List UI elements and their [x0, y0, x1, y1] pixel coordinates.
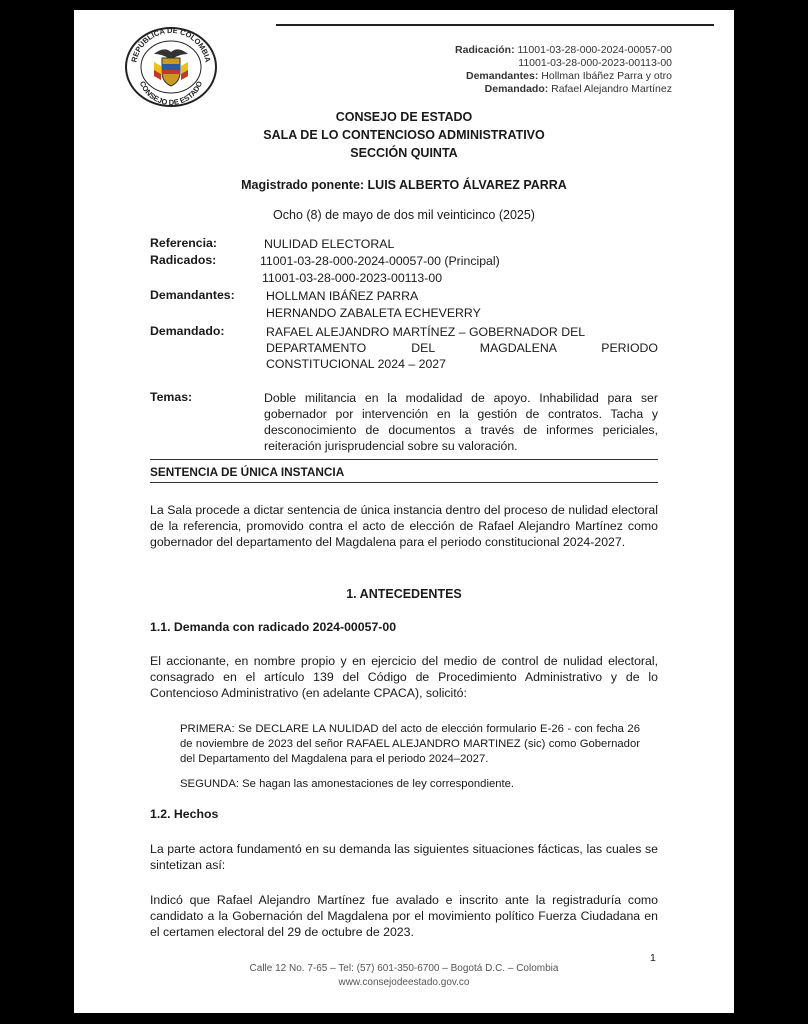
divider-top — [150, 459, 658, 460]
court-name: CONSEJO DE ESTADO — [335, 110, 473, 124]
demandantes-label: Demandantes: — [150, 288, 235, 302]
demandantes-2: HERNANDO ZABALETA ECHEVERRY — [266, 306, 481, 320]
subsection-hechos: 1.2. Hechos — [150, 807, 219, 821]
demandado-3: CONSTITUCIONAL 2024 – 2027 — [266, 357, 446, 371]
radicacion-label: Radicación: — [455, 44, 515, 56]
page-number: 1 — [650, 952, 656, 964]
demandado-1: RAFAEL ALEJANDRO MARTÍNEZ – GOBERNADOR DEL — [266, 325, 586, 339]
footer-website[interactable]: www.consejodeestado.gov.co — [338, 977, 470, 988]
intro-paragraph: La Sala procede a dictar sentencia de única instancia dentro del proceso de nulidad electoral de la referencia, promovido contra el acto de elección de Rafael Alejandro Martínez como gobernador del departamento del Magdalena para el periodo constitucional 2024-2027. — [150, 503, 658, 549]
section-name: SECCIÓN QUINTA — [350, 146, 458, 160]
svg-text:CONSEJO DE ESTADO: CONSEJO DE ESTADO — [137, 79, 205, 108]
footer-address: Calle 12 No. 7-65 – Tel: (57) 601-350-6700 – Bogotá D.C. – Colombia — [249, 963, 559, 974]
demandantes-1: HOLLMAN IBÁÑEZ PARRA — [266, 289, 419, 303]
accionante-paragraph: El accionante, en nombre propio y en ejercicio del medio de control de nulidad electoral, consagrado en el artículo 139 del Código de Procedimiento Administrativo y de lo Contencioso Administrativo (en adelante CPACA), solicitó: — [150, 654, 658, 700]
referencia-value: NULIDAD ELECTORAL — [264, 237, 395, 251]
demandado-label: Demandado: — [150, 324, 225, 338]
svg-text:REPÚBLICA DE COLOMBIA: REPÚBLICA DE COLOMBIA — [129, 26, 213, 64]
demandado-header-value: Rafael Alejandro Martínez — [551, 83, 672, 95]
temas-label: Temas: — [150, 390, 193, 404]
radicacion-2: 11001-03-28-000-2023-00113-00 — [518, 57, 672, 69]
decision-date: Ocho (8) de mayo de dos mil veinticinco (2025) — [273, 208, 535, 222]
radicados-label: Radicados: — [150, 253, 217, 267]
demandantes-header-value: Hollman Ibáñez Parra y otro — [541, 70, 672, 82]
radicacion-1: 11001-03-28-000-2024-00057-00 — [517, 44, 672, 56]
referencia-label: Referencia: — [150, 236, 217, 250]
demandado-header-label: Demandado: — [484, 83, 549, 95]
subsection-demanda: 1.1. Demanda con radicado 2024-00057-00 — [150, 620, 397, 634]
quote-segunda: SEGUNDA: Se hagan las amonestaciones de ley correspondiente. — [180, 778, 515, 790]
case-header — [352, 44, 672, 96]
sentencia-heading: SENTENCIA DE ÚNICA INSTANCIA — [150, 465, 345, 479]
radicados-2: 11001-03-28-000-2023-00113-00 — [262, 271, 443, 285]
quote-primera: PRIMERA: Se DECLARE LA NULIDAD del acto de elección formulario E-26 - con fecha 26 de noviembre de 2023 del señor RAFAEL ALEJANDRO MARTINEZ (sic) como Gobernador del Departamento del Magdalena para el periodo 2024–2027. — [180, 723, 640, 765]
section-antecedentes: 1. ANTECEDENTES — [346, 587, 462, 601]
divider-bottom — [150, 482, 658, 483]
demandantes-header-label: Demandantes: — [465, 70, 539, 82]
magistrado-ponente: Magistrado ponente: LUIS ALBERTO ÁLVAREZ PARRA — [241, 178, 567, 192]
indico-paragraph: Indicó que Rafael Alejandro Martínez fue avalado e inscrito ante la registraduría como candidato a la Gobernación del Magdalena por el movimiento político Fuerza Ciudadana en el certamen electoral del 29 de octubre de 2023. — [150, 893, 658, 939]
consejo-de-estado-seal — [124, 26, 218, 108]
hechos-paragraph: La parte actora fundamentó en su demanda las siguientes situaciones fácticas, las cuales se sintetizan así: — [150, 842, 658, 872]
temas-value: Doble militancia en la modalidad de apoyo. Inhabilidad para ser gobernador por intervención en la gestión de contratos. Tacha y desconocimiento de documentos a través de informes periciales, reiteración jurisprudencial sobre su valoración. — [264, 391, 658, 453]
header-rule — [276, 24, 714, 26]
radicados-1: 11001-03-28-000-2024-00057-00 (Principal) — [260, 254, 500, 268]
chamber-name: SALA DE LO CONTENCIOSO ADMINISTRATIVO — [263, 128, 545, 142]
document-page — [74, 10, 734, 1013]
demandado-2: DEPARTAMENTO DEL MAGDALENA PERIODO — [266, 341, 658, 355]
